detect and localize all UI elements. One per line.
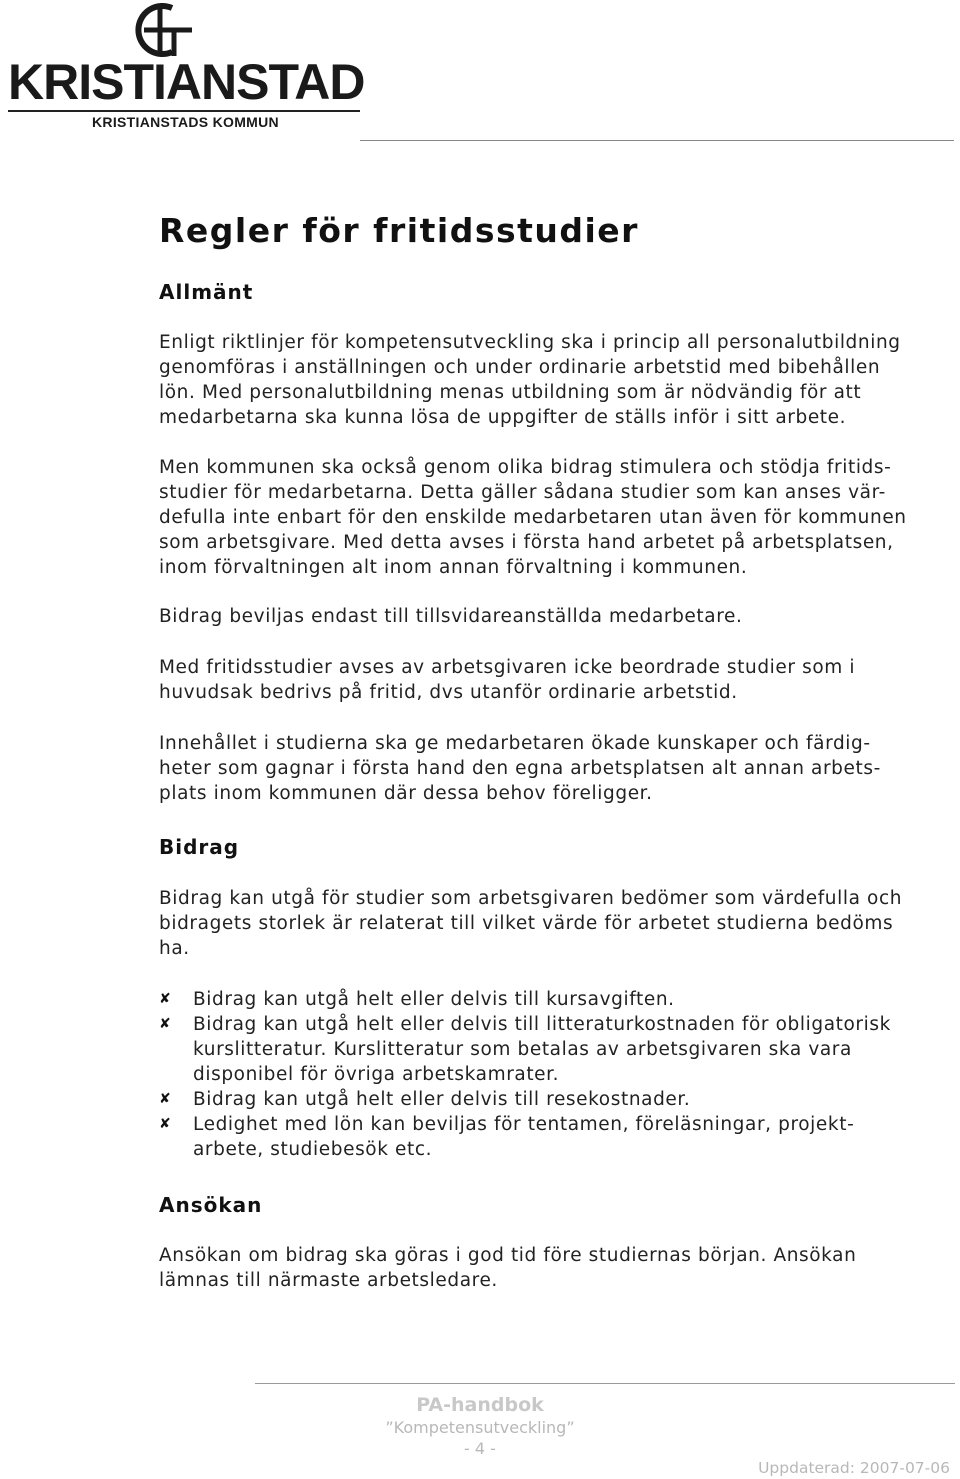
list-item bbox=[159, 987, 959, 1012]
paragraph: Men kommunen ska också genom olika bidrag stimulera och stödja fritids- studier för medarbetarna. Detta gäller sådana studier som kan anses vär- defulla inte enbart för den enskilde medarbetaren utan även för kommunen som arbetsgivare. Med detta avses i första hand arbetet på arbetsplatsen, inom förvaltningen alt inom annan förvaltning i kommunen. bbox=[159, 457, 907, 578]
header-divider bbox=[360, 140, 954, 141]
paragraph: Med fritidsstudier avses av arbetsgivaren icke beordrade studier som i huvudsak bedrivs på fritid, dvs utanför ordinarie arbetstid. bbox=[159, 657, 856, 703]
list-item bbox=[159, 1012, 959, 1087]
document-title: Regler för fritidsstudier bbox=[159, 211, 639, 250]
kristianstad-emblem-icon bbox=[114, 2, 206, 58]
cross-bullet-icon: ✘ bbox=[159, 1016, 172, 1032]
section-heading-bidrag: Bidrag bbox=[159, 835, 240, 859]
logo-wordmark: KRISTIANSTAD bbox=[8, 54, 365, 110]
list-item-text: Bidrag kan utgå helt eller delvis till kursavgiften. bbox=[193, 989, 675, 1010]
updated-date: Uppdaterad: 2007-07-06 bbox=[758, 1459, 950, 1477]
paragraph: Innehållet i studierna ska ge medarbetaren ökade kunskaper och färdig- heter som gagnar i första hand den egna arbetsplatsen alt annan arbets- plats inom kommunen där dessa behov föreligger. bbox=[159, 733, 881, 804]
bidrag-bullet-list bbox=[159, 987, 959, 1162]
page-number: - 4 - bbox=[464, 1439, 496, 1458]
paragraph: Bidrag beviljas endast till tillsvidareanställda medarbetare. bbox=[159, 606, 743, 627]
list-item-text: Ledighet med lön kan beviljas för tentamen, föreläsningar, projekt- arbete, studiebesök etc. bbox=[193, 1114, 855, 1160]
cross-bullet-icon: ✘ bbox=[159, 1116, 172, 1132]
footer-subtitle: ”Kompetensutveckling” bbox=[385, 1418, 575, 1437]
document-body bbox=[159, 205, 959, 1293]
list-item-text: Bidrag kan utgå helt eller delvis till resekostnader. bbox=[193, 1089, 691, 1110]
paragraph: Bidrag kan utgå för studier som arbetsgivaren bedömer som värdefulla och bidragets storlek är relaterat till vilket värde för arbetet studierna bedöms ha. bbox=[159, 888, 903, 959]
list-item bbox=[159, 1112, 959, 1162]
section-heading-allmant: Allmänt bbox=[159, 280, 254, 304]
paragraph: Ansökan om bidrag ska göras i god tid före studiernas början. Ansökan lämnas till närmaste arbetsledare. bbox=[159, 1245, 857, 1291]
list-item bbox=[159, 1087, 959, 1112]
footer-title: PA-handbok bbox=[416, 1394, 544, 1416]
list-item-text: Bidrag kan utgå helt eller delvis till litteraturkostnaden för obligatorisk kurslitteratur. Kurslitteratur som betalas av arbetsgivaren ska vara disponibel för övriga arbetskamrater. bbox=[193, 1014, 891, 1085]
cross-bullet-icon: ✘ bbox=[159, 991, 172, 1007]
kristianstad-logo bbox=[6, 2, 365, 132]
footer-divider bbox=[255, 1383, 955, 1384]
logo-divider bbox=[8, 110, 360, 112]
cross-bullet-icon: ✘ bbox=[159, 1091, 172, 1107]
logo-subtitle: KRISTIANSTADS KOMMUN bbox=[92, 114, 279, 130]
paragraph: Enligt riktlinjer för kompetensutveckling ska i princip all personalutbildning genomföras i anställningen och under ordinarie arbetstid med bibehållen lön. Med personalutbildning menas utbildning som är nödvändig för att medarbetarna ska kunna lösa de uppgifter de ställs inför i sitt arbete. bbox=[159, 332, 901, 428]
section-heading-ansokan: Ansökan bbox=[159, 1193, 263, 1217]
